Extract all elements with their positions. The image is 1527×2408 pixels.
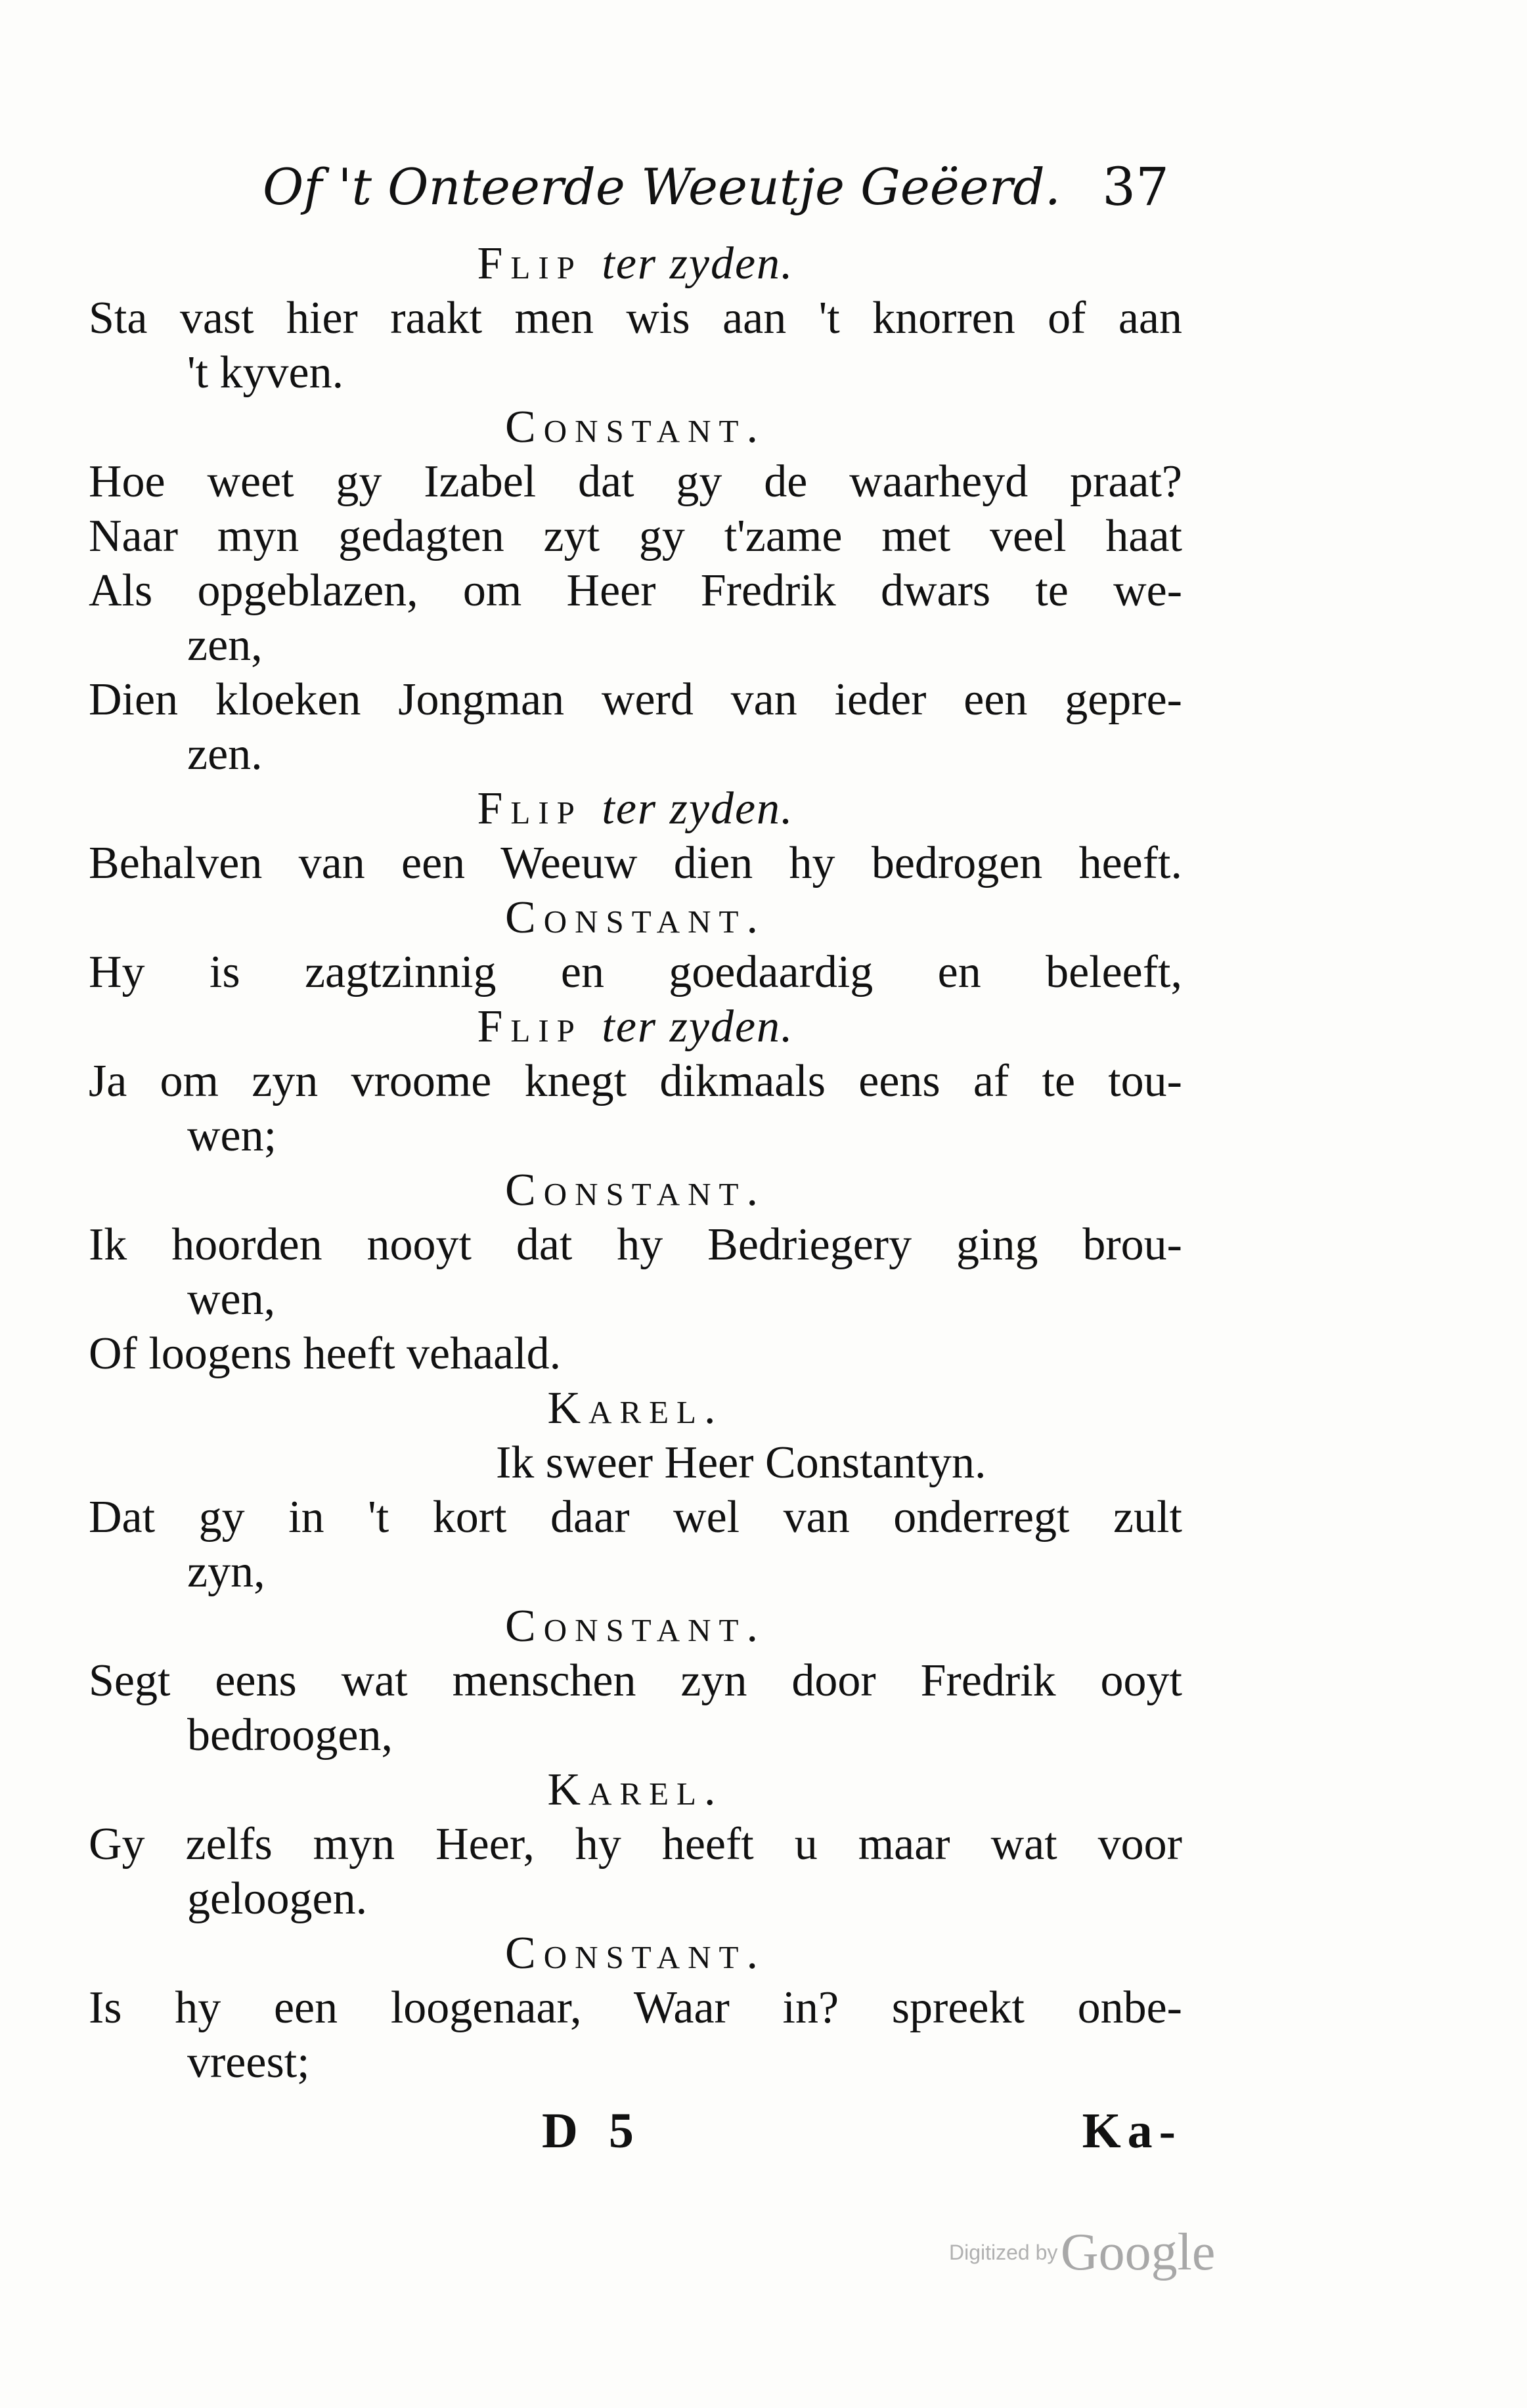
verse-line: Als opgeblazen, om Heer Fredrik dwars te we-	[89, 565, 1182, 616]
speaker-name: Constant.	[505, 402, 766, 452]
speaker-name: Flip	[477, 783, 583, 834]
verse-continuation: zen,	[187, 620, 263, 670]
speaker-name: Karel.	[547, 1764, 724, 1815]
verse-continuation: vreest;	[187, 2037, 310, 2088]
speaker-heading	[89, 1926, 1182, 1981]
verse-continuation: geloogen.	[187, 1873, 368, 1924]
speaker-name: Constant.	[505, 1601, 766, 1652]
verse-line: Naar myn gedagten zyt gy t'zame met veel haat	[89, 511, 1182, 561]
verse-continuation: zyn,	[187, 1546, 265, 1597]
verse-continuation: zen.	[187, 729, 263, 779]
verse-line: Of loogens heeft vehaald.	[89, 1328, 562, 1379]
verse-line: Behalven van een Weeuw dien hy bedrogen heeft.	[89, 838, 1182, 888]
verse-continuation: 't kyven.	[187, 347, 344, 398]
speaker-heading	[89, 890, 1182, 945]
speaker-name: Flip	[477, 1001, 583, 1052]
verse-line: Segt eens wat menschen zyn door Fredrik ooyt	[89, 1655, 1182, 1706]
verse-continuation: wen,	[187, 1274, 276, 1324]
speaker-heading	[89, 400, 1182, 454]
stage-direction: ter zyden.	[602, 783, 794, 834]
catchword: Ka-	[1082, 2103, 1182, 2158]
verse-line: Is hy een loogenaar, Waar in? spreekt onbe-	[89, 1982, 1182, 2033]
watermark-brand: Google	[1060, 2223, 1216, 2281]
stage-direction: ter zyden.	[602, 238, 794, 289]
verse-line: Hy is zagtzinnig en goedaardig en beleeft,	[89, 947, 1182, 997]
verse-line: Dat gy in 't kort daar wel van onderregt zult	[89, 1492, 1182, 1543]
page-footer	[89, 2098, 1182, 2164]
verse-continuation: bedroogen,	[187, 1710, 393, 1761]
speaker-heading	[89, 1381, 1182, 1435]
speaker-heading	[89, 1599, 1182, 1653]
speaker-heading	[89, 236, 1182, 291]
signature-mark: D 5	[542, 2103, 643, 2158]
speaker-name: Constant.	[505, 892, 766, 943]
verse-line: Dien kloeken Jongman werd van ieder een gepre-	[89, 674, 1182, 725]
speaker-heading	[89, 1163, 1182, 1217]
speaker-name: Flip	[477, 238, 583, 289]
digitized-watermark	[949, 2220, 1215, 2285]
page-number: 37	[1102, 156, 1169, 217]
verse-line: Hoe weet gy Izabel dat gy de waarheyd praat?	[89, 456, 1182, 507]
speaker-heading	[89, 1762, 1182, 1817]
text-block	[89, 236, 1182, 2090]
stage-direction: ter zyden.	[602, 1001, 794, 1052]
speaker-name: Karel.	[547, 1383, 724, 1434]
verse-continuation: wen;	[187, 1110, 277, 1161]
verse-line: Sta vast hier raakt men wis aan 't knorren of aan	[89, 293, 1182, 343]
speaker-heading	[89, 781, 1182, 836]
watermark-prefix: Digitized by	[949, 2241, 1058, 2264]
speaker-name: Constant.	[505, 1165, 766, 1215]
running-title: Of 't Onteerde Weeutje Geëerd.	[263, 158, 1061, 216]
speaker-heading	[89, 999, 1182, 1054]
page-header	[263, 151, 1182, 223]
verse-line: Ik sweer Heer Constantyn.	[496, 1437, 986, 1488]
verse-line: Ja om zyn vroome knegt dikmaals eens af te tou-	[89, 1056, 1182, 1106]
verse-line: Gy zelfs myn Heer, hy heeft u maar wat voor	[89, 1819, 1182, 1870]
verse-line: Ik hoorden nooyt dat hy Bedriegery ging brou-	[89, 1219, 1182, 1270]
speaker-name: Constant.	[505, 1928, 766, 1979]
